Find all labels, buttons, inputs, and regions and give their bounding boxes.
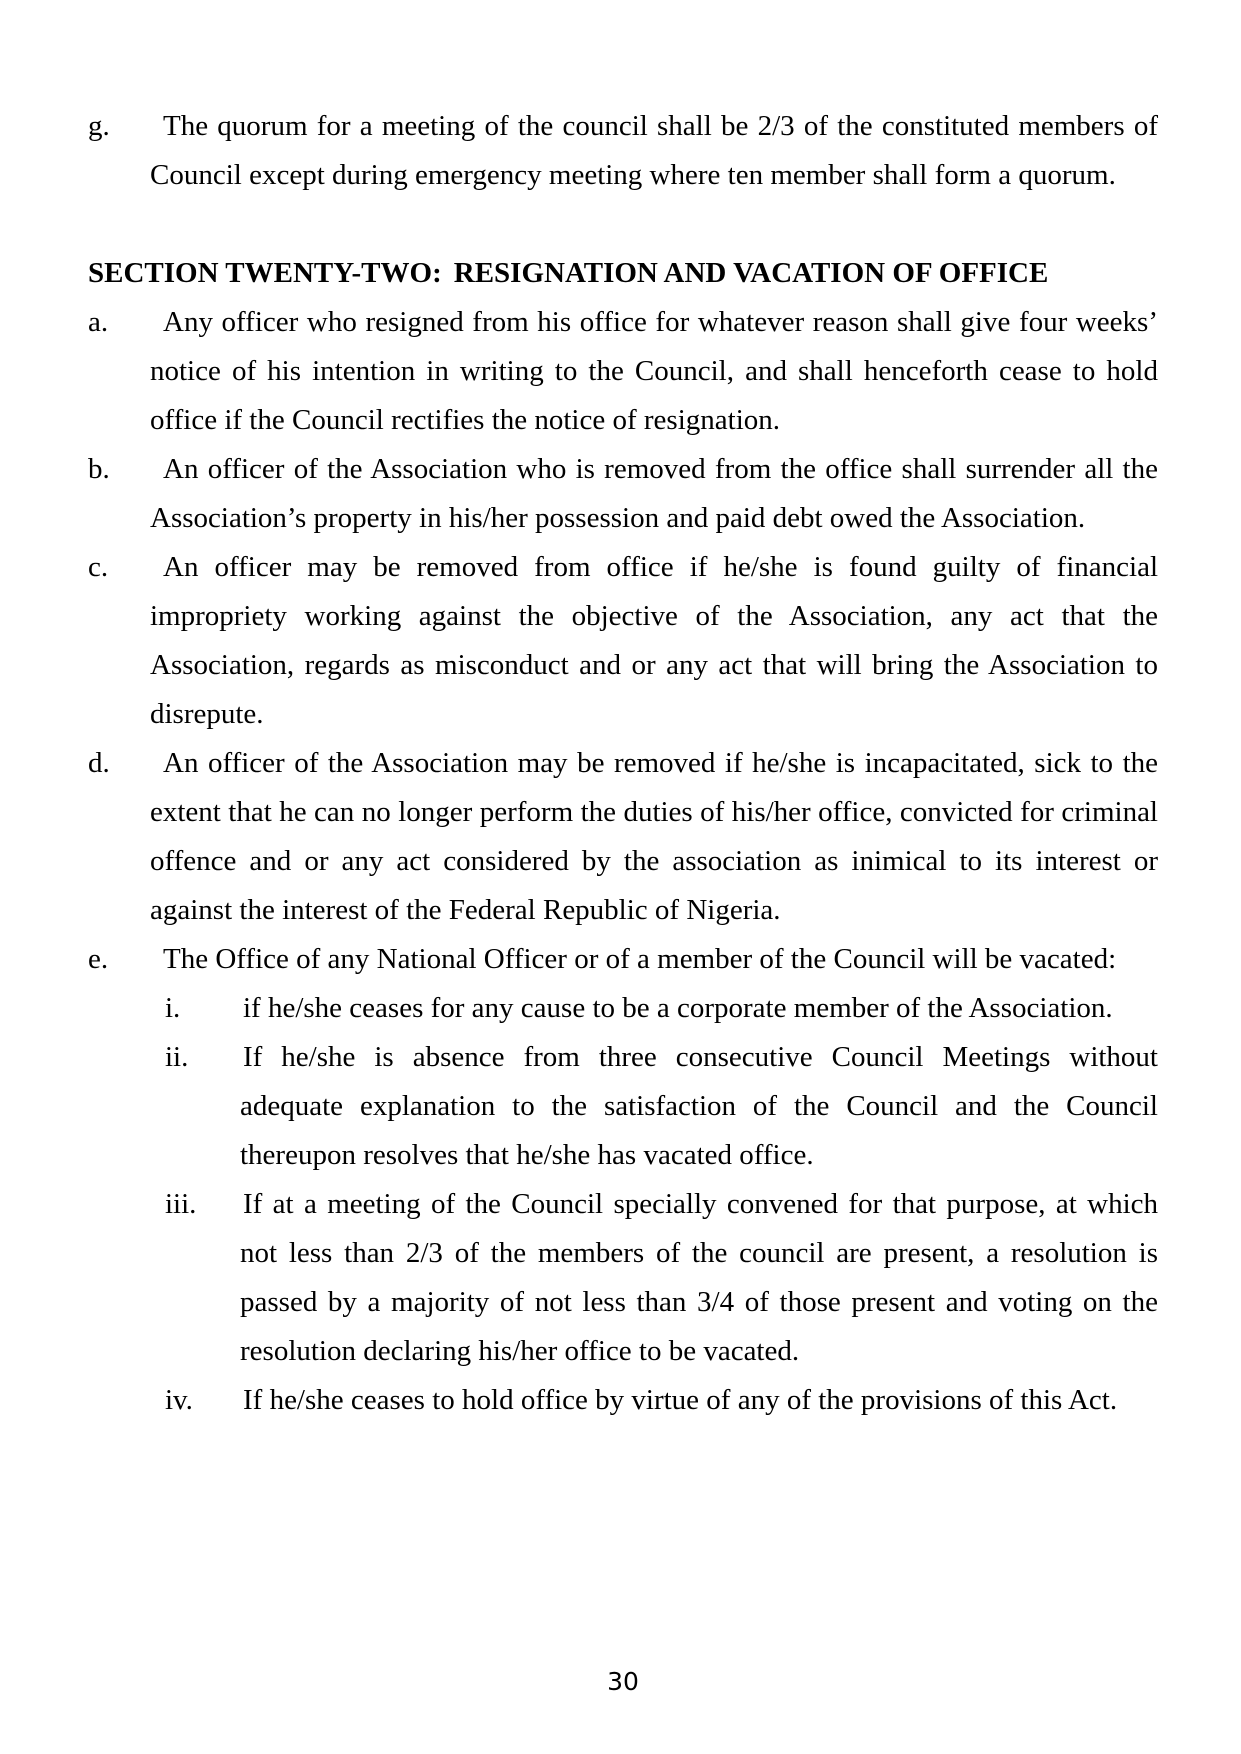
list-item-d-text: An officer of the Association may be removed if he/she is incapacitated, sick to the extent that he can no longer perform the duties of his/her office, convicted for criminal offence and or any act considered by the association as inimical to its interest or against the interest of the Federal Republic of Nigeria. [150,747,1158,926]
page-content [88,102,1158,1425]
list-item-b-marker: b. [88,453,110,485]
list-item-e-iv [165,1376,1158,1425]
list-item-c [88,543,1158,739]
list-item-e-ii [165,1033,1158,1180]
list-item-a [88,298,1158,445]
list-item-e-iv-marker: iv. [165,1384,193,1416]
section-heading-title: RESIGNATION AND VACATION OF OFFICE [453,257,1049,289]
list-item-e-i-marker: i. [165,992,181,1024]
list-item-e-text: The Office of any National Officer or of a member of the Council will be vacated: [163,943,1117,975]
list-item-e-iii-marker: iii. [165,1188,197,1220]
list-item-b-text: An officer of the Association who is removed from the office shall surrender all the Association’s property in his/her possession and paid debt owed the Association. [150,453,1158,534]
list-item-d [88,739,1158,935]
list-item-e-marker: e. [88,943,109,975]
list-item-e-ii-text: If he/she is absence from three consecutive Council Meetings without adequate explanation to the satisfaction of the Council and the Council thereupon resolves that he/she has vacated office. [240,1041,1158,1171]
list-item-g-marker: g. [88,110,110,142]
list-item-c-marker: c. [88,551,109,583]
page-number: 30 [607,1667,639,1696]
section-heading [88,249,1158,298]
list-item-e-iii-text: If at a meeting of the Council specially convened for that purpose, at which not less than 2/3 of the members of the council are present, a resolution is passed by a majority of not less than 3/4 of those present and voting on the resolution declaring his/her office to be vacated. [240,1188,1158,1367]
list-item-a-text: Any officer who resigned from his office for whatever reason shall give four weeks’ notice of his intention in writing to the Council, and shall henceforth cease to hold office if the Council rectifies the notice of resignation. [150,306,1158,436]
list-item-e-i-text: if he/she ceases for any cause to be a corporate member of the Association. [243,992,1113,1024]
list-item-e-ii-marker: ii. [165,1041,189,1073]
list-item-a-marker: a. [88,306,109,338]
list-item-d-marker: d. [88,747,110,779]
list-item-e-iv-text: If he/she ceases to hold office by virtue of any of the provisions of this Act. [243,1384,1118,1416]
list-item-b [88,445,1158,543]
list-item-g [88,102,1158,200]
list-item-e-i [165,984,1158,1033]
list-item-c-text: An officer may be removed from office if he/she is found guilty of financial impropriety working against the objective of the Association, any act that the Association, regards as misconduct and or any act that will bring the Association to disrepute. [150,551,1158,730]
list-item-g-text: The quorum for a meeting of the council shall be 2/3 of the constituted members of Council except during emergency meeting where ten member shall form a quorum. [150,110,1158,191]
section-heading-label: SECTION TWENTY-TWO: [88,257,442,289]
list-item-e [88,935,1158,984]
list-item-e-iii [165,1180,1158,1376]
